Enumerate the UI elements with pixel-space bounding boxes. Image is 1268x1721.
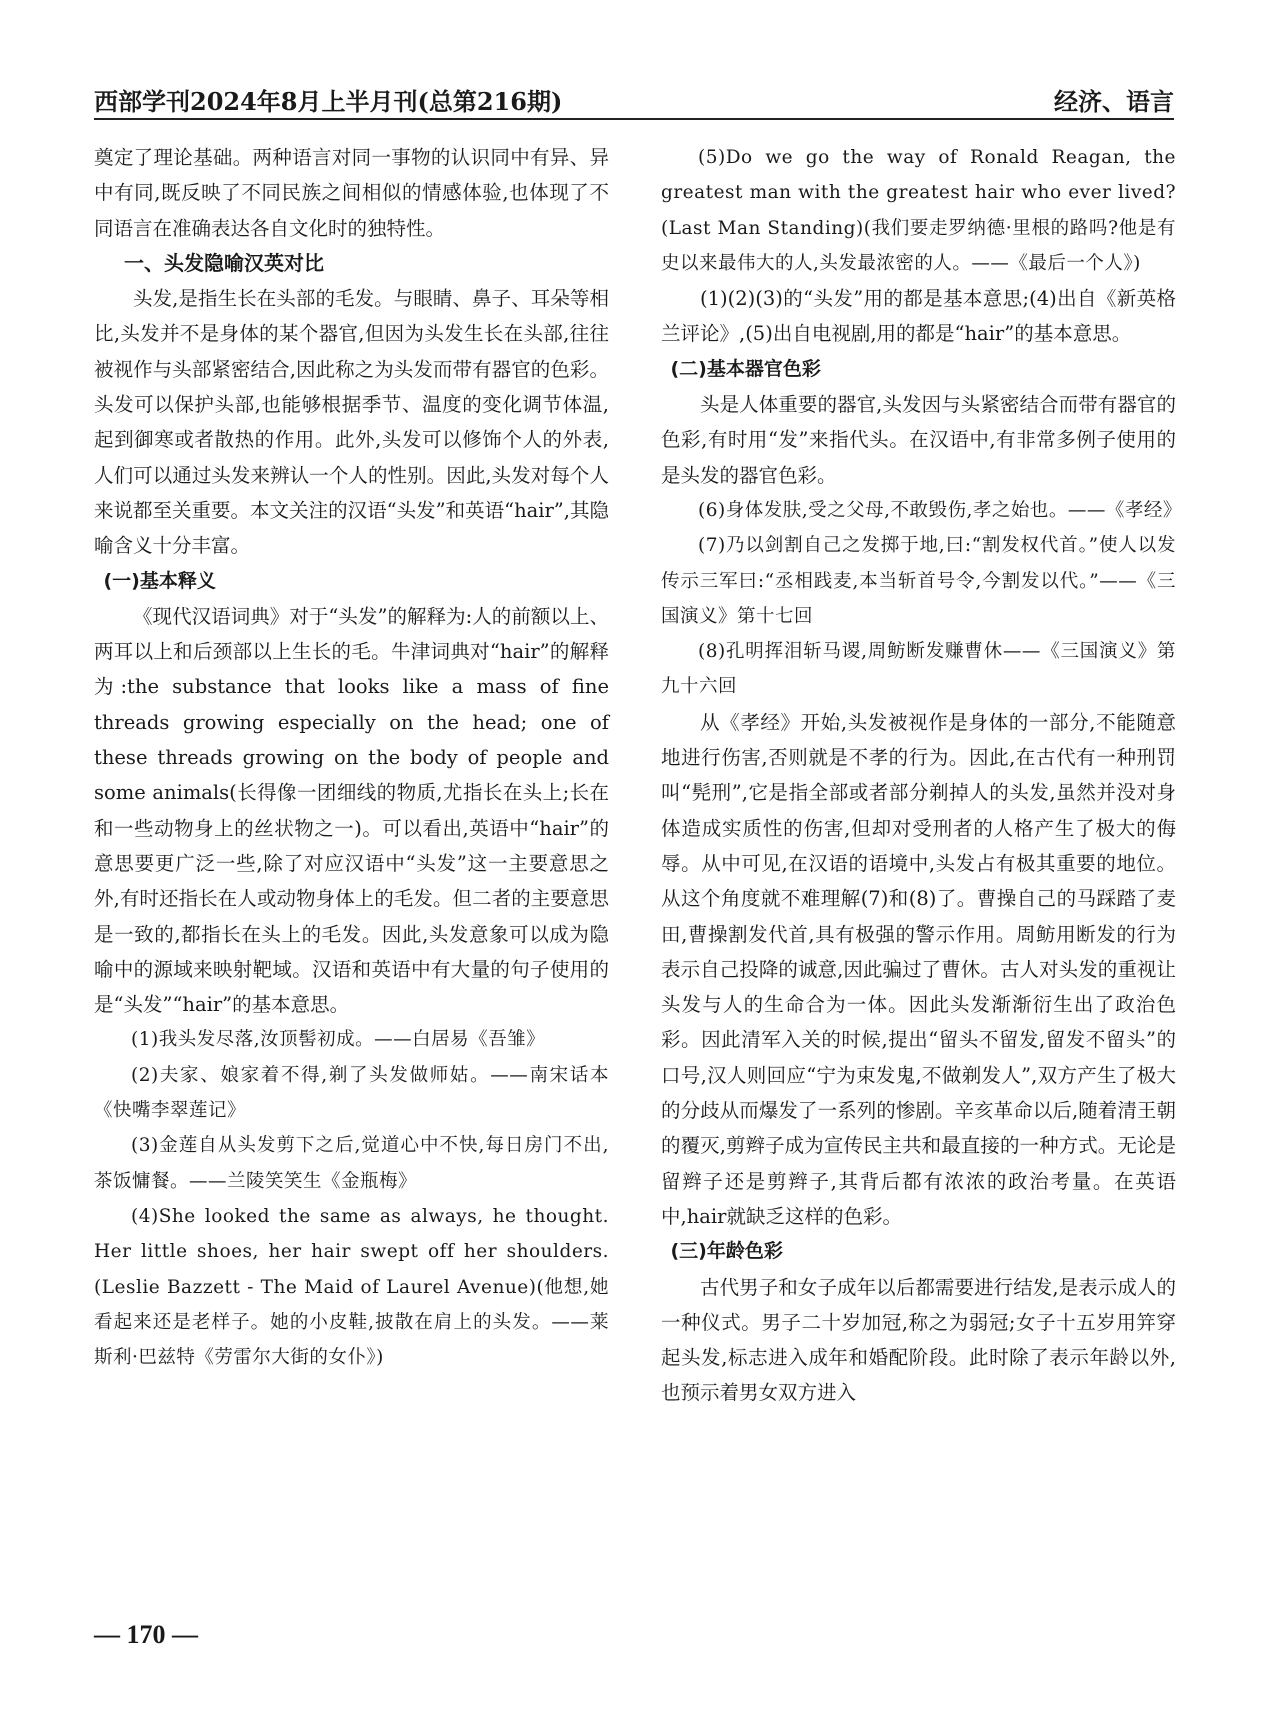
body-paragraph: 奠定了理论基础。两种语言对同一事物的认识同中有异、异中有同,既反映了不同民族之间相似的情感体验,也体现了不同语言在准确表达各自文化时的独特性。	[94, 146, 609, 240]
example-sentence: (8)孔明挥泪斩马谡,周鲂断发赚曹休——《三国演义》第九十六回	[661, 641, 1176, 698]
body-paragraph: 《现代汉语词典》对于“头发”的解释为:人的前额以上、两耳以上和后颈部以上生长的毛。牛津词典对“hair”的解释为:the substance that looks like a mass of fine threads growing especially on the head; one of these threads growing on the body of people and some animals(长得像一团细线的物质,尤指长在头上;长在和一些动物身上的丝状物之一)。可以看出,英语中“hair”的意思要更广泛一些,除了对应汉语中“头发”这一主要意思之外,有时还指长在人或动物身体上的毛发。但二者的主要意思是一致的,都指长在头上的毛发。因此,头发意象可以成为隐喻中的源域来映射靶域。汉语和英语中有大量的句子使用的是“头发”“hair”的基本意思。	[94, 604, 609, 1017]
body-paragraph: 从《孝经》开始,头发被视作是身体的一部分,不能随意地进行伤害,否则就是不孝的行为。因此,在古代有一种刑罚叫“髡刑”,它是指全部或者部分剃掉人的头发,虽然并没对身体造成实质性的伤害,但却对受刑者的人格产生了极大的侮辱。从中可见,在汉语的语境中,头发占有极其重要的地位。从这个角度就不难理解(7)和(8)了。曹操自己的马踩踏了麦田,曹操割发代首,具有极强的警示作用。周鲂用断发的行为表示自己投降的诚意,因此骗过了曹休。古人对头发的重视让头发与人的生命合为一体。因此头发渐渐衍生出了政治色彩。因此清军入关的时候,提出“留头不留发,留发不留头”的口号,汉人则回应“宁为束发鬼,不做剃发人”,双方产生了极大的分歧从而爆发了一系列的惨剧。辛亥革命以后,随着清王朝的覆灭,剪辫子成为宣传民主共和最直接的一种方式。无论是留辫子还是剪辫子,其背后都有浓浓的政治考量。在英语中,hair就缺乏这样的色彩。	[661, 710, 1176, 1228]
example-sentence: (1)我头发尽落,汝顶髻初成。——白居易《吾雏》	[131, 1029, 546, 1051]
subsection-heading: (三)年龄色彩	[670, 1240, 783, 1263]
example-sentence: (6)身体发肤,受之父母,不敢毁伤,孝之始也。——《孝经》	[698, 499, 1182, 521]
example-sentence: (2)夫家、娘家着不得,剃了头发做师姑。——南宋话本《快嘴李翠莲记》	[94, 1064, 609, 1122]
example-sentence: (5)Do we go the way of Ronald Reagan, the greatest man with the greatest hair who ever lived?(Last Man Standing)(我们要走罗纳德·里根的路吗?他是有史以来最伟大的人,头发最浓密的人。——《最后一个人》)	[661, 147, 1176, 274]
body-paragraph: 头发,是指生长在头部的毛发。与眼睛、鼻子、耳朵等相比,头发并不是身体的某个器官,但因为头发生长在头部,往往被视作与头部紧密结合,因此称之为头发而带有器官的色彩。头发可以保护头部,也能够根据季节、温度的变化调节体温,起到御寒或者散热的作用。此外,头发可以修饰个人的外表,人们可以通过头发来辨认一个人的性别。因此,头发对每个人来说都至关重要。本文关注的汉语“头发”和英语“hair”,其隐喻含义十分丰富。	[94, 287, 609, 558]
body-paragraph: 古代男子和女子成年以后都需要进行结发,是表示成人的一种仪式。男子二十岁加冠,称之为弱冠;女子十五岁用笄穿起头发,标志进入成年和婚配阶段。此时除了表示年龄以外,也预示着男女双方进入	[661, 1275, 1176, 1405]
body-paragraph: (1)(2)(3)的“头发”用的都是基本意思;(4)出自《新英格兰评论》,(5)出自电视剧,用的都是“hair”的基本意思。	[661, 287, 1176, 346]
journal-title: 西部学刊2024年8月上半月刊(总第216期)	[94, 87, 563, 116]
section-heading: 一、头发隐喻汉英对比	[124, 250, 324, 275]
page-header	[94, 80, 1174, 120]
subsection-heading: (二)基本器官色彩	[670, 357, 821, 380]
example-sentence: (4)She looked the same as always, he thought. Her little shoes, her hair swept off her shoulders.(Leslie Bazzett - The Maid of Laurel Avenue)(他想,她看起来还是老样子。她的小皮鞋,披散在肩上的头发。——莱斯利·巴兹特《劳雷尔大街的女仆》)	[94, 1205, 609, 1369]
body-paragraph: 头是人体重要的器官,头发因与头紧密结合而带有器官的色彩,有时用“发”来指代头。在汉语中,有非常多例子使用的是头发的器官色彩。	[661, 393, 1176, 487]
left-column	[94, 140, 609, 1375]
header-rule	[94, 118, 1174, 120]
example-sentence: (7)乃以剑割自己之发掷于地,曰:“割发权代首。”使人以发传示三军曰:“丞相践麦,本当斩首号令,今割发以代。”——《三国演义》第十七回	[661, 535, 1176, 627]
right-column	[661, 140, 1182, 1411]
section-title: 经济、语言	[1054, 87, 1174, 116]
example-sentence: (3)金莲自从头发剪下之后,觉道心中不快,每日房门不出,茶饭慵餐。——兰陵笑笑生《金瓶梅》	[94, 1135, 609, 1192]
subsection-heading: (一)基本释义	[103, 569, 216, 592]
page-number: — 170 —	[94, 1620, 198, 1649]
